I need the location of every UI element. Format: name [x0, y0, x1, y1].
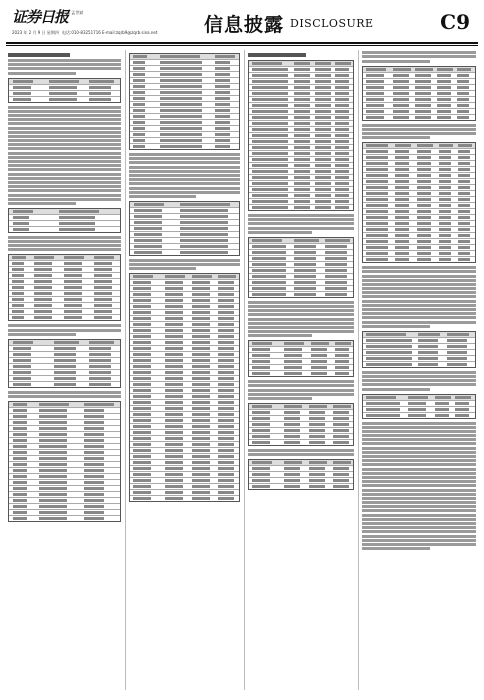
text-line: [248, 309, 354, 312]
text-line: [8, 324, 121, 327]
text-line: [362, 459, 476, 462]
text-line: [248, 334, 312, 337]
text-line: [8, 139, 121, 142]
text-line: [248, 313, 354, 316]
table-row: [130, 144, 239, 149]
text-line: [248, 227, 354, 230]
table-row: [130, 250, 239, 255]
text-line: [8, 114, 121, 117]
text-line: [362, 505, 476, 508]
text-line: [362, 60, 430, 63]
text-line: [129, 259, 240, 262]
table-row: [363, 413, 475, 418]
text-line: [362, 128, 476, 131]
data-table: [362, 331, 476, 368]
text-line: [8, 152, 121, 155]
text-line: [129, 182, 240, 185]
text-line: [8, 127, 121, 130]
text-line: [8, 131, 121, 134]
data-table: [129, 53, 240, 150]
text-line: [8, 156, 121, 159]
text-line: [129, 267, 196, 270]
text-line: [362, 371, 476, 374]
table-row: [249, 440, 353, 445]
text-line: [362, 484, 476, 487]
column-3: [248, 50, 354, 690]
text-line: [362, 489, 476, 492]
text-line: [8, 173, 121, 176]
text-line: [362, 300, 476, 303]
text-line: [362, 455, 476, 458]
section-heading: [8, 53, 70, 57]
text-line: [362, 430, 476, 433]
data-table: [129, 201, 240, 256]
text-line: [129, 191, 240, 194]
text-line: [362, 287, 476, 290]
text-line: [8, 244, 121, 247]
section-heading: [248, 53, 306, 57]
table-row: [249, 292, 353, 297]
text-line: [8, 329, 121, 332]
text-line: [362, 447, 476, 450]
text-line: [8, 110, 121, 113]
data-table: [248, 237, 354, 298]
text-line: [362, 472, 476, 475]
text-line: [362, 442, 476, 445]
table-row: [9, 97, 120, 102]
text-line: [362, 476, 476, 479]
data-table: [362, 394, 476, 419]
text-line: [362, 426, 476, 429]
text-line: [362, 375, 476, 378]
text-line: [362, 522, 476, 525]
text-line: [362, 132, 476, 135]
text-line: [362, 493, 476, 496]
newspaper-logo: 证券日报: [12, 8, 69, 26]
text-line: [129, 195, 196, 198]
text-line: [248, 318, 354, 321]
text-line: [8, 181, 121, 184]
text-line: [248, 453, 354, 456]
section-title: 信息披露: [204, 14, 285, 36]
column-divider: [244, 50, 245, 690]
text-line: [8, 59, 121, 62]
text-line: [362, 379, 476, 382]
text-line: [362, 283, 476, 286]
table-row: [363, 362, 475, 367]
text-line: [129, 153, 240, 156]
text-line: [129, 263, 240, 266]
text-line: [362, 509, 476, 512]
date-line: 2023 年 2 月 9 日 星期四: [12, 30, 59, 35]
text-line: [248, 326, 354, 329]
data-table: [8, 78, 121, 103]
column-4: [362, 50, 476, 690]
text-line: [362, 321, 476, 324]
text-line: [362, 518, 476, 521]
text-line: [8, 248, 121, 251]
column-divider: [125, 50, 126, 690]
text-line: [362, 55, 476, 58]
text-line: [8, 177, 121, 180]
text-line: [362, 526, 476, 529]
text-line: [248, 330, 354, 333]
data-table: [8, 254, 121, 321]
text-line: [8, 391, 121, 394]
data-table: [248, 60, 354, 211]
column-2: [129, 50, 240, 690]
text-line: [362, 266, 476, 269]
text-line: [129, 187, 240, 190]
text-line: [362, 539, 476, 542]
text-line: [362, 451, 476, 454]
data-table: [362, 66, 476, 121]
text-line: [8, 63, 121, 66]
data-table: [8, 208, 121, 233]
section-title-en: DISCLOSURE: [290, 17, 374, 30]
text-line: [362, 316, 476, 319]
text-line: [8, 160, 121, 163]
data-table: [248, 340, 354, 377]
table-row: [9, 382, 120, 387]
data-table: [8, 401, 121, 522]
text-line: [362, 312, 476, 315]
data-table: [248, 459, 354, 490]
text-line: [362, 463, 476, 466]
text-line: [8, 395, 121, 398]
text-line: [362, 468, 476, 471]
text-line: [8, 143, 121, 146]
text-line: [8, 202, 76, 205]
text-line: [8, 122, 121, 125]
text-line: [8, 106, 121, 109]
text-line: [248, 305, 354, 308]
data-table: [8, 339, 121, 388]
masthead: [0, 0, 484, 44]
text-line: [8, 67, 121, 70]
text-line: [8, 168, 121, 171]
text-line: [362, 275, 476, 278]
text-line: [362, 291, 476, 294]
table-row: [9, 516, 120, 521]
text-line: [129, 170, 240, 173]
page-number: C9: [440, 10, 470, 34]
data-table: [129, 273, 240, 502]
text-line: [8, 135, 121, 138]
text-line: [362, 383, 476, 386]
text-line: [362, 547, 430, 550]
text-line: [362, 304, 476, 307]
text-line: [248, 322, 354, 325]
text-line: [362, 535, 476, 538]
text-line: [362, 124, 476, 127]
text-line: [8, 198, 121, 201]
table-row: [9, 315, 120, 320]
table-row: [249, 484, 353, 489]
text-line: [248, 384, 354, 387]
text-line: [8, 189, 121, 192]
text-line: [8, 236, 121, 239]
text-line: [362, 51, 476, 54]
text-line: [8, 164, 121, 167]
table-row: [363, 115, 475, 120]
column-divider: [358, 50, 359, 690]
column-1: [8, 50, 121, 690]
contact-line: 电话:010-83251716 E-mail:zqrb9@zqrb.sina.net: [62, 30, 158, 35]
text-line: [8, 118, 121, 121]
text-line: [248, 389, 354, 392]
editor-line: 编辑 孟世斌: [62, 10, 84, 15]
text-line: [8, 147, 121, 150]
text-line: [362, 497, 476, 500]
data-table: [248, 403, 354, 446]
text-line: [362, 530, 476, 533]
text-line: [248, 301, 354, 304]
text-line: [362, 270, 476, 273]
text-line: [8, 185, 121, 188]
text-line: [362, 295, 476, 298]
text-line: [362, 480, 476, 483]
text-line: [248, 449, 354, 452]
text-line: [248, 222, 354, 225]
text-line: [8, 240, 121, 243]
text-line: [248, 393, 354, 396]
text-line: [129, 174, 240, 177]
text-line: [248, 380, 354, 383]
text-line: [362, 514, 476, 517]
table-row: [249, 205, 353, 210]
text-line: [248, 231, 312, 234]
table-row: [363, 257, 475, 262]
text-line: [248, 214, 354, 217]
header-rule: [6, 42, 478, 44]
text-line: [362, 388, 430, 391]
text-line: [362, 434, 476, 437]
text-line: [248, 218, 354, 221]
text-line: [362, 308, 476, 311]
text-line: [362, 136, 430, 139]
data-table: [362, 142, 476, 263]
text-line: [129, 157, 240, 160]
table-row: [249, 371, 353, 376]
table-row: [9, 227, 120, 232]
text-line: [8, 72, 76, 75]
text-line: [248, 397, 312, 400]
table-row: [130, 496, 239, 501]
text-line: [362, 501, 476, 504]
text-line: [362, 438, 476, 441]
text-line: [8, 194, 121, 197]
text-line: [362, 279, 476, 282]
text-line: [8, 333, 76, 336]
text-line: [129, 166, 240, 169]
text-line: [129, 161, 240, 164]
header-rule-thin: [6, 45, 478, 46]
text-line: [362, 422, 476, 425]
text-line: [129, 178, 240, 181]
text-line: [362, 325, 430, 328]
text-line: [362, 543, 476, 546]
